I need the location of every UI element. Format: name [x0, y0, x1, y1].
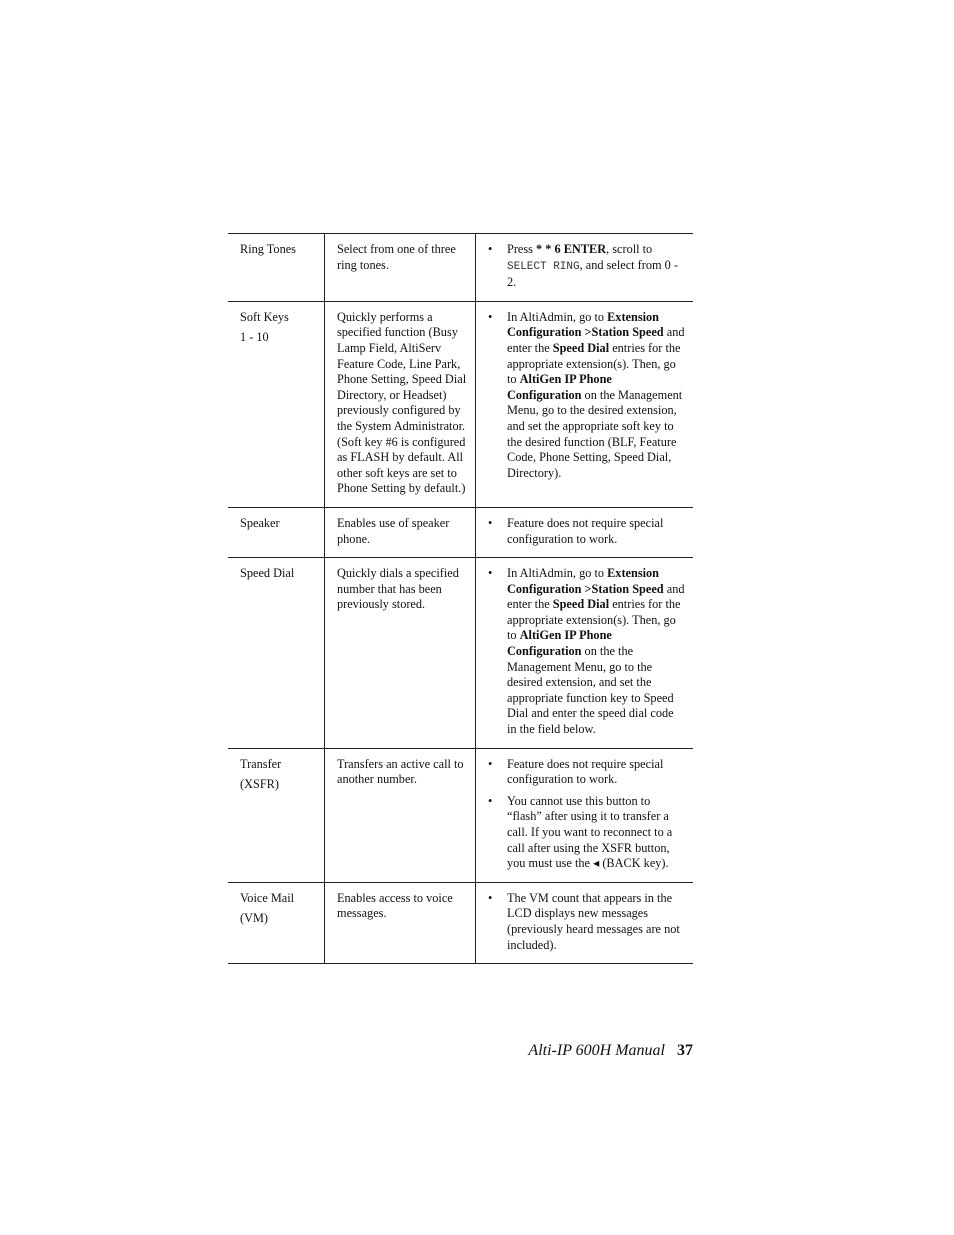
config-bullet: [488, 242, 685, 291]
table-row: [228, 302, 693, 508]
bullet-text: [507, 757, 685, 788]
bullet-text: [507, 794, 685, 872]
bullet-text: [507, 310, 685, 482]
feature-cell: [228, 302, 325, 507]
description-cell: [325, 558, 476, 748]
text-segment: The VM count that appears in the LCD displays new messages (previously heard messages are not included).: [507, 890, 680, 952]
text-segment: and enter the: [507, 325, 685, 355]
feature-name: Voice Mail: [240, 890, 295, 905]
text-segment: on the Management Menu, go to the desired extension, and set the appropriate soft key to the desired function (BLF, Feature Code, Phone Setting, Speed Dial, Directory).: [507, 387, 683, 480]
table-row: [228, 508, 693, 558]
feature-cell: [228, 234, 325, 301]
bold-term: Speed Dial: [552, 340, 610, 355]
description-cell: [325, 508, 476, 557]
configuration-cell: [476, 508, 693, 557]
page-number: 37: [677, 1042, 693, 1059]
text-segment: In AltiAdmin, go to: [507, 309, 608, 324]
configuration-cell: [476, 234, 693, 301]
bullet-text: [507, 891, 685, 953]
text-segment: Press: [507, 242, 537, 256]
feature-cell: [228, 883, 325, 963]
bullet-icon: •: [488, 309, 493, 324]
config-bullet: [488, 757, 685, 788]
bullet-icon: •: [488, 242, 493, 256]
text-segment: , scroll to: [606, 242, 653, 256]
bold-term: AltiGen IP Phone Configuration: [507, 628, 612, 659]
config-bullet: [488, 891, 685, 953]
text-segment: entries for the appropriate extension(s). Then, go to: [507, 340, 681, 387]
bullet-icon: •: [488, 890, 493, 905]
feature-description: Enables use of speaker phone.: [337, 515, 450, 546]
feature-name: Ring Tones: [240, 242, 296, 256]
bullet-text: [507, 242, 685, 291]
bullet-icon: •: [488, 756, 493, 771]
config-bullet: [488, 794, 685, 872]
feature-description: Transfers an active call to another number.: [337, 756, 464, 787]
feature-name: Speaker: [240, 515, 280, 530]
text-segment: on the the Management Menu, go to the desired extension, and set the appropriate function key to Speed Dial and enter the speed dial code in the field below.: [507, 644, 674, 737]
feature-description: Select from one of three ring tones.: [337, 242, 456, 272]
table-row: [228, 749, 693, 883]
page-footer: [480, 1042, 693, 1060]
bold-term: Speed Dial: [552, 597, 610, 612]
feature-description: Quickly performs a specified function (Busy Lamp Field, AltiServ Feature Code, Line Park, Phone Setting, Speed Dial Directory, or Headset) previously configured by the System Administrator. (Soft key #6 is configured as FLASH by default. All other soft keys are set to Phone Setting by default.): [337, 309, 467, 496]
table-row: [228, 234, 693, 302]
configuration-cell: [476, 749, 693, 882]
feature-cell: [228, 749, 325, 882]
configuration-cell: [476, 883, 693, 963]
text-segment: , and select from 0 - 2.: [507, 257, 678, 290]
bullet-icon: •: [488, 793, 493, 808]
feature-name: 1 - 10: [240, 330, 269, 345]
text-segment: Feature does not require special configuration to work.: [507, 515, 664, 546]
text-segment: (BACK key).: [599, 856, 669, 871]
feature-description: Enables access to voice messages.: [337, 890, 453, 921]
text-segment: SELECT RING: [507, 260, 580, 273]
text-segment: and enter the: [507, 581, 685, 612]
description-cell: [325, 302, 476, 507]
feature-description: Quickly dials a specified number that has been previously stored.: [337, 566, 459, 612]
back-key-icon: ◂: [593, 856, 600, 871]
configuration-cell: [476, 558, 693, 748]
bold-term: Extension Configuration >Station Speed: [507, 309, 664, 340]
config-bullet: [488, 516, 685, 547]
bullet-text: [507, 516, 685, 547]
feature-cell: [228, 508, 325, 557]
bold-term: Extension Configuration >Station Speed: [507, 566, 664, 596]
text-segment: In AltiAdmin, go to: [507, 566, 608, 581]
bullet-text: [507, 566, 685, 738]
feature-name: Transfer: [240, 756, 282, 771]
feature-name: (XSFR): [240, 777, 279, 792]
bold-term: * * 6 ENTER: [536, 242, 607, 256]
bullet-icon: •: [488, 566, 493, 581]
bold-term: AltiGen IP Phone Configuration: [507, 372, 612, 402]
description-cell: [325, 234, 476, 301]
feature-name: Soft Keys: [240, 309, 289, 324]
feature-name: Speed Dial: [240, 566, 295, 581]
table-row: [228, 558, 693, 749]
feature-cell: [228, 558, 325, 748]
description-cell: [325, 883, 476, 963]
bullet-icon: •: [488, 515, 493, 530]
manual-title: Alti-IP 600H Manual: [528, 1042, 665, 1059]
table-row: [228, 883, 693, 964]
config-bullet: [488, 310, 685, 482]
text-segment: Feature does not require special configuration to work.: [507, 756, 664, 787]
description-cell: [325, 749, 476, 882]
config-bullet: [488, 566, 685, 738]
text-segment: You cannot use this button to “flash” after using it to transfer a call. If you want to reconnect to a call after using the XSFR button, you must use the: [507, 793, 673, 871]
configuration-cell: [476, 302, 693, 507]
feature-name: (VM): [240, 911, 269, 926]
feature-table: [228, 233, 693, 964]
text-segment: entries for the appropriate extension(s). Then, go to: [507, 597, 681, 643]
